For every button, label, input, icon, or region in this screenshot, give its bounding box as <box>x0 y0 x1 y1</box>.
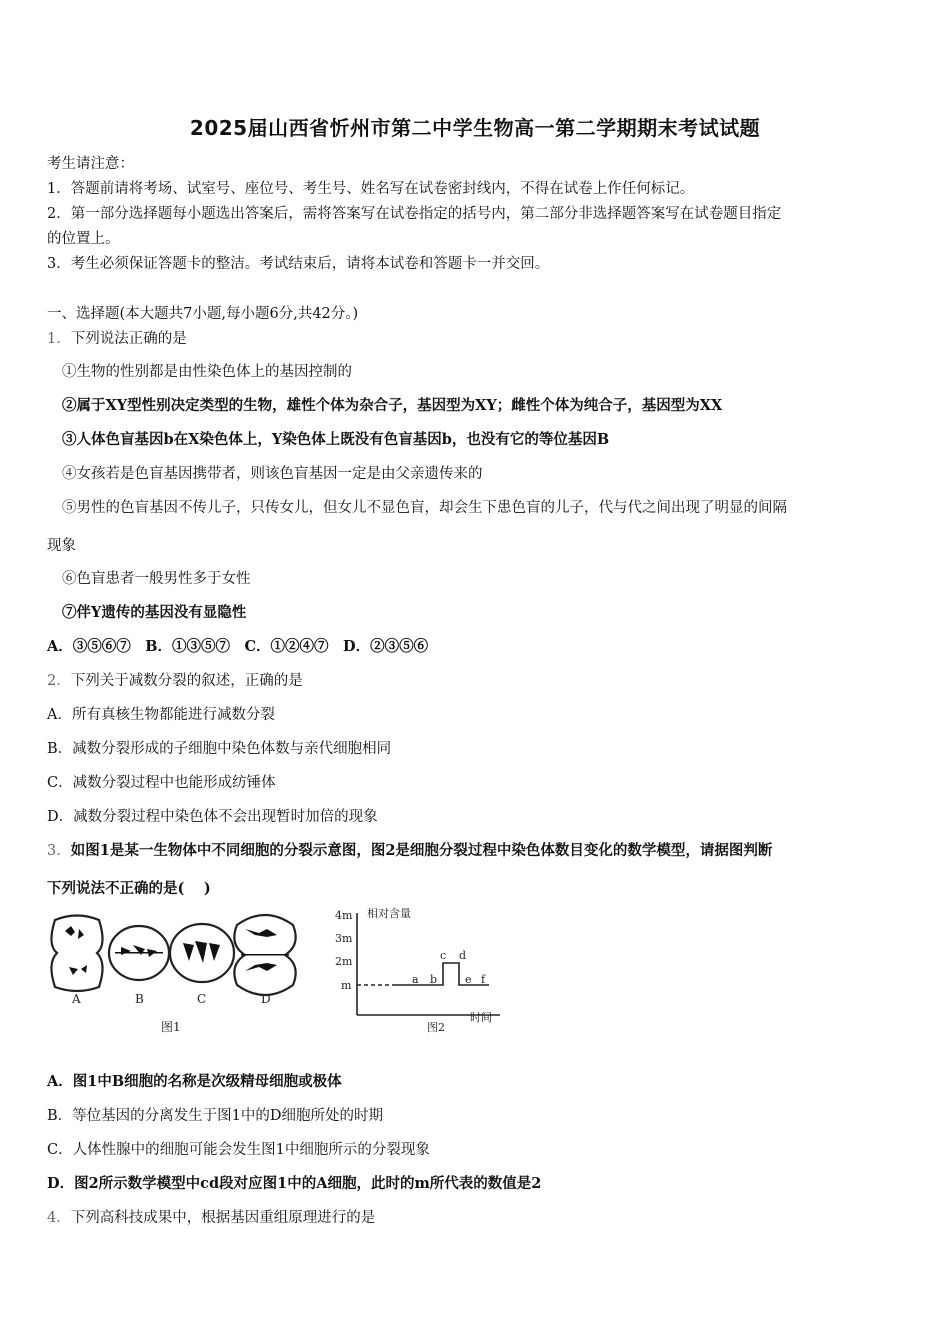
question-number: 3． <box>47 843 71 859</box>
q3-option-a: A．图1中B细胞的名称是次级精母细胞或极体 <box>47 1073 342 1090</box>
statement-2: ②属于XY型性别决定类型的生物，雄性个体为杂合子，基因型为XY；雌性个体为纯合子，基因型为XX <box>62 397 723 414</box>
question-2 <box>47 669 303 690</box>
fig2-ytick-2m: 2m <box>335 955 353 968</box>
question-3-cont: 下列说法不正确的是( ) <box>47 880 211 897</box>
notice-item-3: 3．考生必须保证答题卡的整洁。考试结束后，请将本试卷和答题卡一并交回。 <box>47 256 550 272</box>
page-title: 2025届山西省忻州市第二中学生物高一第二学期期末考试试题 <box>189 116 761 140</box>
statement-7: ⑦伴Y遗传的基因没有显隐性 <box>62 604 247 621</box>
statement-4: ④女孩若是色盲基因携带者，则该色盲基因一定是由父亲遗传来的 <box>62 466 483 482</box>
statement-5-cont: 现象 <box>47 538 76 554</box>
notice-heading: 考生请注意： <box>47 156 134 172</box>
figure-cell-division <box>45 905 515 1040</box>
fig2-ytick-4m: 4m <box>335 909 353 922</box>
q2-option-d: D．减数分裂过程中染色体不会出现暂时加倍的现象 <box>47 809 378 825</box>
q2-option-b: B．减数分裂形成的子细胞中染色体数与亲代细胞相同 <box>47 741 392 757</box>
fig2-ylabel: 相对含量 <box>367 907 411 920</box>
fig2-point-c: c <box>440 949 447 962</box>
question-stem: 下列关于减数分裂的叙述，正确的是 <box>70 673 303 689</box>
fig1-label-c: C <box>197 992 207 1006</box>
cell-a <box>51 916 102 992</box>
fig2-xlabel: 时间 <box>470 1011 492 1024</box>
q1-options: A．③⑤⑥⑦ B．①③⑤⑦ C．①②④⑦ D．②③⑤⑥ <box>47 638 429 655</box>
fig2-caption: 图2 <box>427 1021 445 1034</box>
fig1-caption: 图1 <box>161 1020 181 1034</box>
statement-3: ③人体色盲基因b在X染色体上，Y染色体上既没有色盲基因b，也没有它的等位基因B <box>62 431 610 448</box>
fig2-point-d: d <box>459 949 467 962</box>
question-number: 1． <box>47 331 71 347</box>
statement-6: ⑥色盲患者一般男性多于女性 <box>62 571 251 587</box>
question-stem: 下列高科技成果中，根据基因重组原理进行的是 <box>70 1210 376 1226</box>
notice-item-1: 1．答题前请将考场、试室号、座位号、考生号、姓名写在试卷密封线内，不得在试卷上作任何标记。 <box>47 181 695 197</box>
question-3 <box>47 839 772 860</box>
q2-option-c: C．减数分裂过程中也能形成纺锤体 <box>47 775 276 791</box>
fig1-label-a: A <box>72 992 81 1006</box>
question-number: 4． <box>47 1210 71 1226</box>
fig2-ytick-m: m <box>341 979 352 992</box>
q3-option-d: D．图2所示数学模型中cd段对应图1中的A细胞，此时的m所代表的数值是2 <box>47 1175 542 1192</box>
q3-option-c: C．人体性腺中的细胞可能会发生图1中细胞所示的分裂现象 <box>47 1142 430 1158</box>
q2-option-a: A．所有真核生物都能进行减数分裂 <box>47 707 275 723</box>
fig2-point-b: b <box>430 973 438 986</box>
question-4 <box>47 1206 375 1227</box>
fig1-label-d: D <box>261 992 271 1006</box>
question-number: 2． <box>47 673 71 689</box>
statement-1: ①生物的性别都是由性染色体上的基因控制的 <box>62 364 352 380</box>
statement-5: ⑤男性的色盲基因不传儿子，只传女儿，但女儿不显色盲，却会生下患色盲的儿子，代与代之间出现了明显的间隔 <box>62 500 787 516</box>
question-stem: 下列说法正确的是 <box>70 331 187 347</box>
notice-item-2-cont: 的位置上。 <box>47 231 120 247</box>
fig2-point-a: a <box>412 973 419 986</box>
fig2-line <box>393 963 489 985</box>
fig2-ytick-3m: 3m <box>335 932 353 945</box>
fig1-label-b: B <box>135 992 144 1006</box>
notice-item-2: 2．第一部分选择题每小题选出答案后，需将答案写在试卷指定的括号内，第二部分非选择题答案写在试卷题目指定 <box>47 206 782 222</box>
fig2-point-f: f <box>481 973 486 986</box>
q3-option-b: B．等位基因的分离发生于图1中的D细胞所处的时期 <box>47 1108 384 1124</box>
fig2-point-e: e <box>465 973 472 986</box>
question-1 <box>47 327 187 348</box>
section-heading: 一、选择题(本大题共7小题,每小题6分,共42分。) <box>47 306 359 322</box>
question-stem: 如图1是某一生物体中不同细胞的分裂示意图，图2是细胞分裂过程中染色体数目变化的数学模型，请据图判断 <box>70 842 773 859</box>
